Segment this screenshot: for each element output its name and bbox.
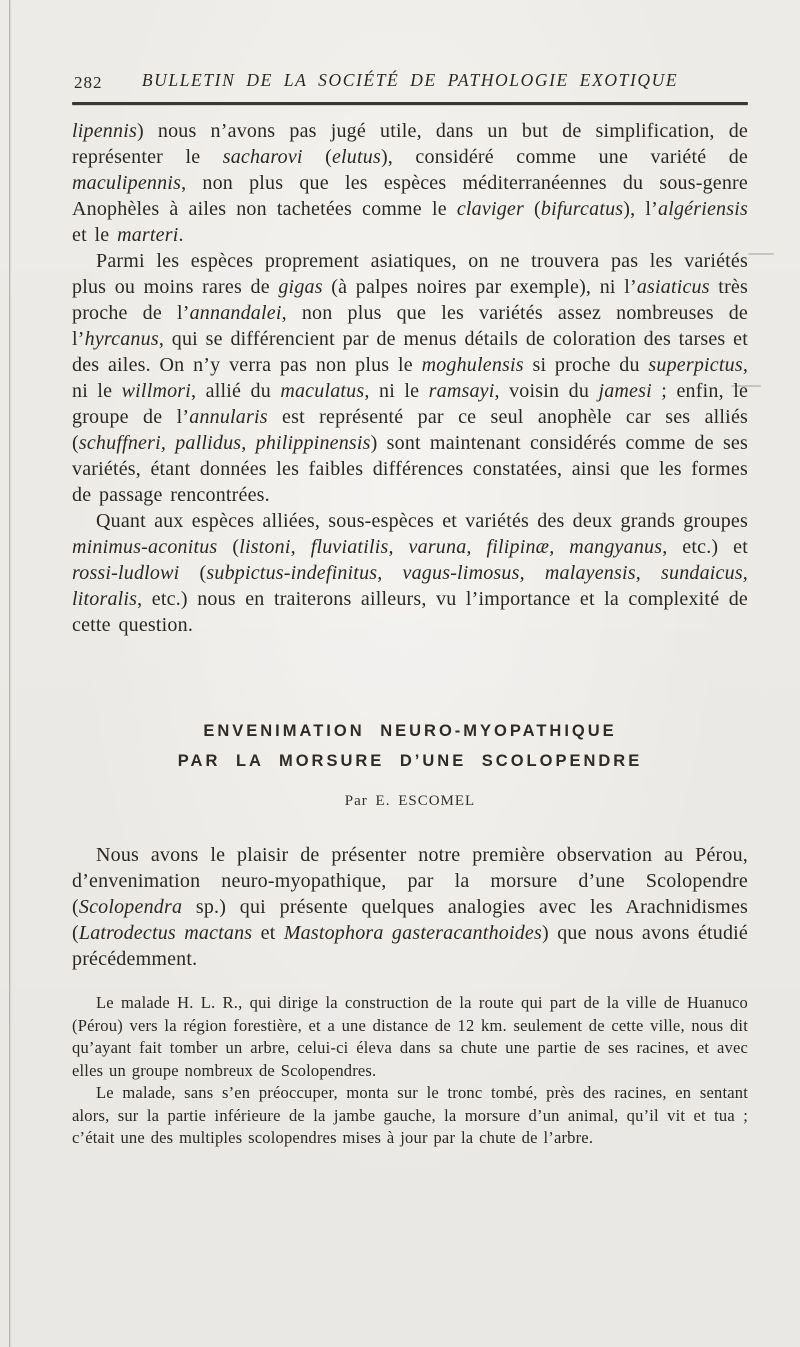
species-name-italic: annandalei — [189, 302, 282, 324]
text-run: , voisin du — [494, 380, 599, 402]
paragraph — [72, 1082, 748, 1150]
species-name-italic: willmori — [121, 380, 192, 402]
text-run: Parmi les espèces proprement asiatiques, on ne trouvera pas les variétés plus ou moins rares de — [72, 250, 748, 298]
text-run: ), considéré comme une variété de — [380, 146, 748, 168]
species-name-italic: maculatus — [280, 380, 365, 402]
text-run: , etc.) et — [662, 536, 749, 558]
page-header — [72, 70, 748, 96]
paragraph — [72, 842, 748, 972]
paragraph — [72, 248, 748, 508]
species-name-italic: moghulensis — [421, 354, 524, 376]
species-name-italic: hyrcanus — [84, 328, 159, 350]
species-name-italic: asiaticus — [636, 276, 710, 298]
species-name-italic: subpictus-indefinitus, vagus-limosus, malayensis, sundaicus, litoralis — [72, 562, 749, 610]
species-name-italic: gigas — [278, 276, 323, 298]
text-run: sp.) qui présente quelques analogies avec les Arachnidismes ( — [72, 896, 748, 944]
species-name-italic: lipennis — [72, 120, 137, 142]
text-run: , ni le — [72, 354, 749, 402]
species-name-italic: elutus — [331, 146, 381, 168]
species-name-italic: superpictus — [648, 354, 743, 376]
text-run: ( — [217, 536, 240, 558]
text-run: ( — [523, 198, 541, 220]
page-number: 282 — [74, 73, 103, 92]
text-run: et — [252, 922, 284, 944]
observation-section — [72, 992, 748, 1150]
paragraph — [72, 118, 748, 248]
article-title-line1: ENVENIMATION NEURO-MYOPATHIQUE — [203, 722, 617, 740]
text-run: , etc.) nous en traiterons ailleurs, vu l’importance et la complexité de cette question. — [72, 588, 748, 636]
text-run: . — [178, 224, 184, 246]
text-run: est représenté par ce seul anophèle car ses alliés ( — [72, 406, 748, 454]
species-name-italic: algériensis — [658, 198, 748, 220]
text-run: très proche de l’ — [72, 276, 748, 324]
species-name-italic: Latrodectus mactans — [78, 922, 253, 944]
text-run: , allié du — [191, 380, 281, 402]
article-section — [72, 842, 748, 972]
species-name-italic: jamesi — [598, 380, 652, 402]
species-name-italic: minimus-aconitus — [72, 536, 218, 558]
species-name-italic: claviger — [456, 198, 524, 220]
species-name-italic: maculipennis — [72, 172, 182, 194]
intro-section — [72, 118, 748, 638]
text-run: , ni le — [364, 380, 429, 402]
scan-fold-line — [9, 0, 10, 1347]
paragraph — [72, 508, 748, 638]
species-name-italic: annularis — [189, 406, 268, 428]
text-run: Le malade, sans s’en préoccuper, monta sur le tronc tombé, près des racines, en sentant alors, sur la partie inférieure de la jambe gauche, la morsure d’un animal, qu’il vit et tua ; c’était une des multiples scolopendres mises à jour par la chute de l’arbre. — [72, 1083, 748, 1147]
text-run: ; enfin, le groupe de l’ — [72, 380, 749, 428]
text-run: (à palpes noires par exemple), ni l’ — [322, 276, 637, 298]
text-run: ) que nous avons étudié précédemment. — [72, 922, 749, 970]
text-run: ) sont maintenant considérés comme de ses variétés, étant données les faibles différences constatées, ainsi que les formes de passage rencontrées. — [72, 432, 748, 506]
species-name-italic: ramsayi — [428, 380, 495, 402]
journal-title: BULLETIN DE LA SOCIÉTÉ DE PATHOLOGIE EXOTIQUE — [141, 70, 679, 90]
text-run: ), l’ — [623, 198, 658, 220]
species-name-italic: sacharovi — [222, 146, 303, 168]
header-rule — [72, 102, 748, 105]
text-run: Nous avons le plaisir de présenter notre première observation au Pérou, d’envenimation neuro-myopathique, par la morsure d’une Scolopendre ( — [72, 844, 748, 918]
species-name-italic: marteri — [117, 224, 179, 246]
species-name-italic: listoni, fluviatilis, varuna, filipinæ, mangyanus — [239, 536, 663, 558]
species-name-italic: rossi-ludlowi — [72, 562, 180, 584]
species-name-italic: Mastophora gasteracanthoides — [283, 922, 542, 944]
species-name-italic: Scolopendra — [78, 896, 183, 918]
text-run: , non plus que les espèces méditerranéennes du sous-genre Anophèles à ailes non tachetées comme le — [72, 172, 748, 220]
species-name-italic: bifurcatus — [540, 198, 624, 220]
paragraph — [72, 992, 748, 1082]
article-byline: Par E. ESCOMEL — [344, 793, 476, 809]
text-run: si proche du — [523, 354, 649, 376]
text-run: ( — [179, 562, 207, 584]
species-name-italic: schuffneri, pallidus, philippinensis — [78, 432, 371, 454]
text-run: Le malade H. L. R., qui dirige la construction de la route qui part de la ville de Huanuco (Pérou) vers la région forestière, et a une distance de 12 km. seulement de cette ville, nous dit qu’ayant fait tomber un arbre, celui-ci éleva dans sa chute une partie de ses racines, et avec elles un groupe nombreux de Scolopendres. — [72, 993, 748, 1080]
text-run: ) nous n’avons pas jugé utile, dans un but de simplification, de représenter le — [72, 120, 748, 168]
text-run: Quant aux espèces alliées, sous-espèces et variétés des deux grands groupes — [96, 510, 748, 532]
scan-artifact-dash — [748, 253, 774, 255]
article-title-line2: PAR LA MORSURE D’UNE SCOLOPENDRE — [177, 752, 643, 770]
text-run: , qui se différencient par de menus détails de coloration des tarses et des ailes. On n’y verra pas non plus le — [72, 328, 748, 376]
page-content — [72, 70, 748, 1150]
article-heading — [72, 716, 748, 810]
text-run: ( — [302, 146, 332, 168]
text-run: , non plus que les variétés assez nombreuses de l’ — [72, 302, 748, 350]
text-run: et le — [72, 224, 118, 246]
